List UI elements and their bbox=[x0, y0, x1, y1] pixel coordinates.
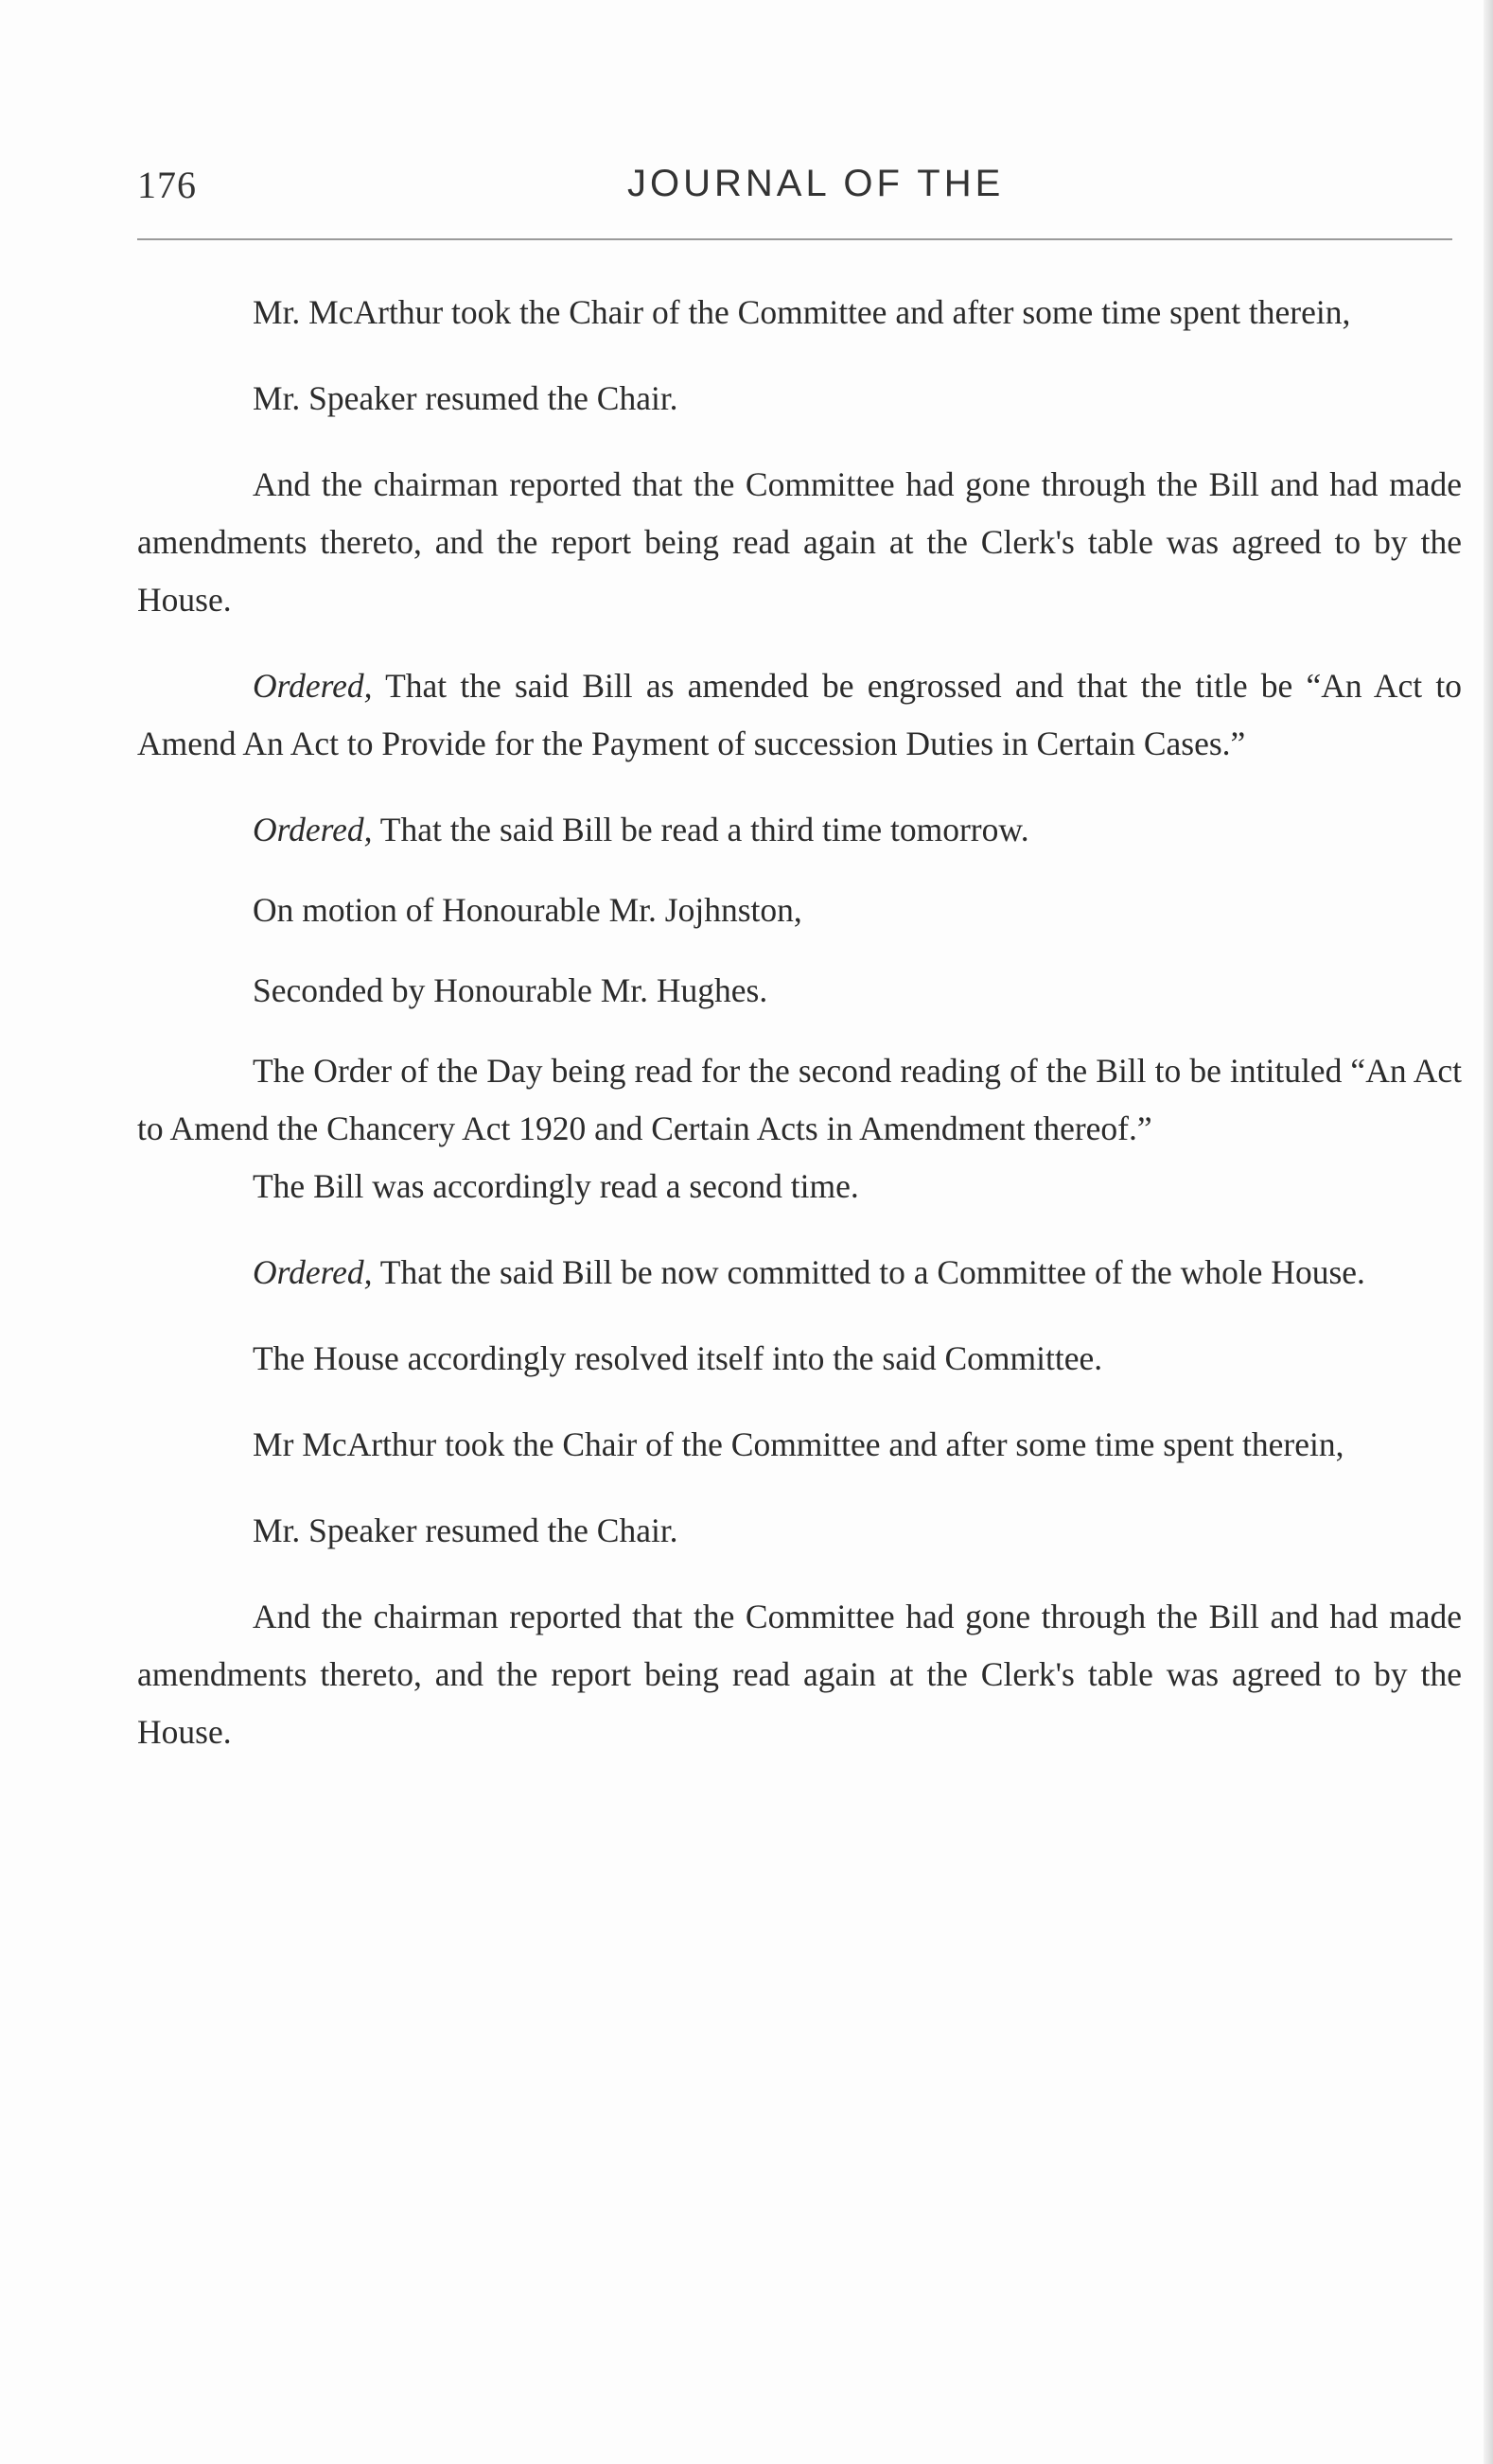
paragraph-2: Mr. Speaker resumed the Chair. bbox=[253, 379, 678, 417]
page-edge-shadow bbox=[1484, 0, 1493, 2464]
header-rule bbox=[137, 238, 1452, 240]
ordered-lead: Ordered, bbox=[253, 811, 373, 848]
paragraph-8: The Order of the Day being read for the second reading of the Bill to be intituled “An Act to Amend the Chancery Act 1920 and Certain Acts in Amendment thereof.” bbox=[137, 1052, 1462, 1147]
paragraph-7: Seconded by Honourable Mr. Hughes. bbox=[253, 971, 768, 1009]
running-title: JOURNAL OF THE bbox=[627, 163, 1005, 204]
page-header bbox=[137, 163, 1457, 219]
paragraph-1: Mr. McArthur took the Chair of the Committee and after some time spent therein, bbox=[253, 293, 1351, 331]
paragraph-11: The House accordingly resolved itself into the said Committee. bbox=[253, 1339, 1103, 1377]
paragraph-13: Mr. Speaker resumed the Chair. bbox=[253, 1512, 678, 1549]
ordered-lead: Ordered, bbox=[253, 1253, 373, 1291]
paragraph-9: The Bill was accordingly read a second time. bbox=[253, 1167, 859, 1205]
paragraph-3: And the chairman reported that the Committee had gone through the Bill and had made amendments thereto, and the report being read again at the Clerk's table was agreed to by the House. bbox=[137, 465, 1462, 619]
paragraph-12: Mr McArthur took the Chair of the Committee and after some time spent therein, bbox=[253, 1425, 1344, 1463]
paragraph-10: Ordered, That the said Bill be now committed to a Committee of the whole House. bbox=[253, 1253, 1365, 1291]
paragraph-4: Ordered, That the said Bill as amended be engrossed and that the title be “An Act to Amend An Act to Provide for the Payment of succession Duties in Certain Cases.” bbox=[137, 667, 1462, 762]
ordered-lead: Ordered, bbox=[253, 667, 373, 705]
paragraph-6: On motion of Honourable Mr. Jojhnston, bbox=[253, 891, 802, 929]
paragraph-14: And the chairman reported that the Committee had gone through the Bill and had made amendments thereto, and the report being read again at the Clerk's table was agreed to by the House. bbox=[137, 1598, 1462, 1751]
paragraph-5: Ordered, That the said Bill be read a third time tomorrow. bbox=[253, 811, 1029, 848]
page-number: 176 bbox=[137, 164, 197, 206]
journal-body bbox=[137, 284, 1462, 1761]
